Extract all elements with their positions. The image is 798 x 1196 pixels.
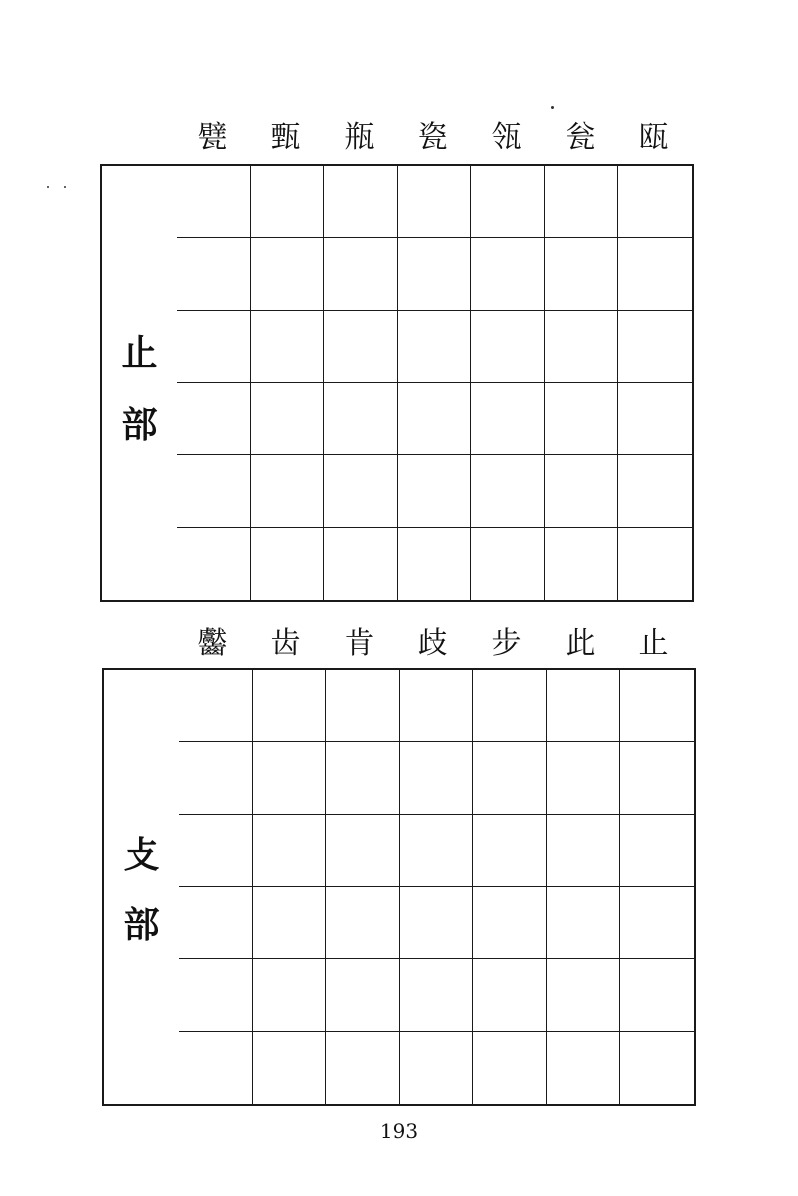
glyph-cell (618, 311, 692, 383)
glyph-cell (471, 166, 545, 238)
glyph-cell (177, 528, 251, 600)
glyph-cell (179, 887, 253, 959)
glyph-cell (400, 742, 474, 814)
glyph-cell (398, 383, 472, 455)
glyph-cell (324, 311, 398, 383)
glyph-cell (473, 815, 547, 887)
glyph-cell (398, 238, 472, 310)
glyph-cell (253, 887, 327, 959)
glyph-cell (324, 383, 398, 455)
column-header: 此 (565, 626, 596, 661)
column-header: 止 (638, 626, 669, 661)
radical-label-char: 攴 (123, 835, 160, 876)
glyph-cell (398, 528, 472, 600)
glyph-cell (545, 166, 619, 238)
glyph-cell (253, 959, 327, 1031)
glyph-cell (400, 815, 474, 887)
glyph-cell (326, 670, 400, 742)
column-header: 瓮 (565, 120, 596, 155)
glyph-cell (618, 166, 692, 238)
glyph-cell (620, 1032, 694, 1104)
lower-character-table (102, 668, 696, 1106)
glyph-cell (251, 455, 325, 527)
glyph-cell (326, 1032, 400, 1104)
glyph-cell (398, 311, 472, 383)
upper-side-label (102, 166, 178, 600)
glyph-cell (251, 528, 325, 600)
glyph-cell (545, 311, 619, 383)
glyph-cell (179, 742, 253, 814)
column-header: 甄 (270, 120, 301, 155)
column-header: 齾 (197, 626, 228, 661)
glyph-cell (324, 528, 398, 600)
glyph-cell (179, 959, 253, 1031)
glyph-cell (547, 670, 621, 742)
lower-column-header-row (176, 620, 692, 668)
glyph-cell (177, 238, 251, 310)
glyph-cell (326, 815, 400, 887)
glyph-cell (620, 742, 694, 814)
glyph-cell (400, 1032, 474, 1104)
glyph-cell (471, 455, 545, 527)
lower-side-label (104, 670, 180, 1104)
column-header: 瓶 (344, 120, 375, 155)
glyph-cell (400, 887, 474, 959)
glyph-cell (547, 887, 621, 959)
glyph-cell (179, 1032, 253, 1104)
glyph-cell (618, 528, 692, 600)
glyph-cell (547, 1032, 621, 1104)
glyph-cell (177, 383, 251, 455)
glyph-cell (473, 1032, 547, 1104)
glyph-cell (251, 311, 325, 383)
glyph-cell (618, 238, 692, 310)
glyph-cell (179, 670, 253, 742)
print-speck (47, 186, 49, 188)
glyph-cell (473, 670, 547, 742)
glyph-cell (620, 815, 694, 887)
glyph-cell (471, 383, 545, 455)
upper-glyph-grid (177, 166, 692, 600)
glyph-cell (398, 455, 472, 527)
column-header: 瓴 (491, 120, 522, 155)
glyph-cell (545, 383, 619, 455)
glyph-cell (253, 742, 327, 814)
glyph-cell (547, 959, 621, 1031)
glyph-cell (251, 238, 325, 310)
column-header: 齿 (270, 626, 301, 661)
column-header: 步 (491, 626, 522, 661)
upper-character-table (100, 164, 694, 602)
glyph-cell (547, 815, 621, 887)
column-header: 瓷 (417, 120, 448, 155)
column-header: 瓯 (638, 120, 669, 155)
glyph-cell (471, 238, 545, 310)
column-header: 肯 (344, 626, 375, 661)
glyph-cell (253, 670, 327, 742)
lower-glyph-grid (179, 670, 694, 1104)
radical-label-char: 部 (123, 905, 160, 946)
glyph-cell (473, 959, 547, 1031)
glyph-cell (620, 887, 694, 959)
glyph-cell (177, 455, 251, 527)
glyph-cell (326, 887, 400, 959)
column-header: 甓 (197, 120, 228, 155)
glyph-cell (326, 959, 400, 1031)
print-speck (551, 106, 554, 109)
glyph-cell (545, 455, 619, 527)
column-header: 歧 (417, 626, 448, 661)
glyph-cell (398, 166, 472, 238)
upper-column-header-row (176, 114, 692, 162)
glyph-cell (473, 887, 547, 959)
glyph-cell (620, 959, 694, 1031)
glyph-cell (545, 238, 619, 310)
glyph-cell (326, 742, 400, 814)
glyph-cell (179, 815, 253, 887)
glyph-cell (618, 383, 692, 455)
glyph-cell (545, 528, 619, 600)
glyph-cell (253, 815, 327, 887)
glyph-cell (471, 528, 545, 600)
glyph-cell (324, 238, 398, 310)
glyph-cell (177, 311, 251, 383)
glyph-cell (400, 959, 474, 1031)
glyph-cell (324, 166, 398, 238)
glyph-cell (471, 311, 545, 383)
glyph-cell (251, 166, 325, 238)
page-number: 193 (379, 1119, 419, 1143)
glyph-cell (547, 742, 621, 814)
glyph-cell (620, 670, 694, 742)
glyph-cell (253, 1032, 327, 1104)
radical-label-char: 部 (121, 405, 158, 446)
print-speck (64, 186, 66, 188)
glyph-cell (400, 670, 474, 742)
glyph-cell (473, 742, 547, 814)
glyph-cell (324, 455, 398, 527)
glyph-cell (177, 166, 251, 238)
radical-label-char: 止 (121, 333, 158, 374)
glyph-cell (251, 383, 325, 455)
glyph-cell (618, 455, 692, 527)
